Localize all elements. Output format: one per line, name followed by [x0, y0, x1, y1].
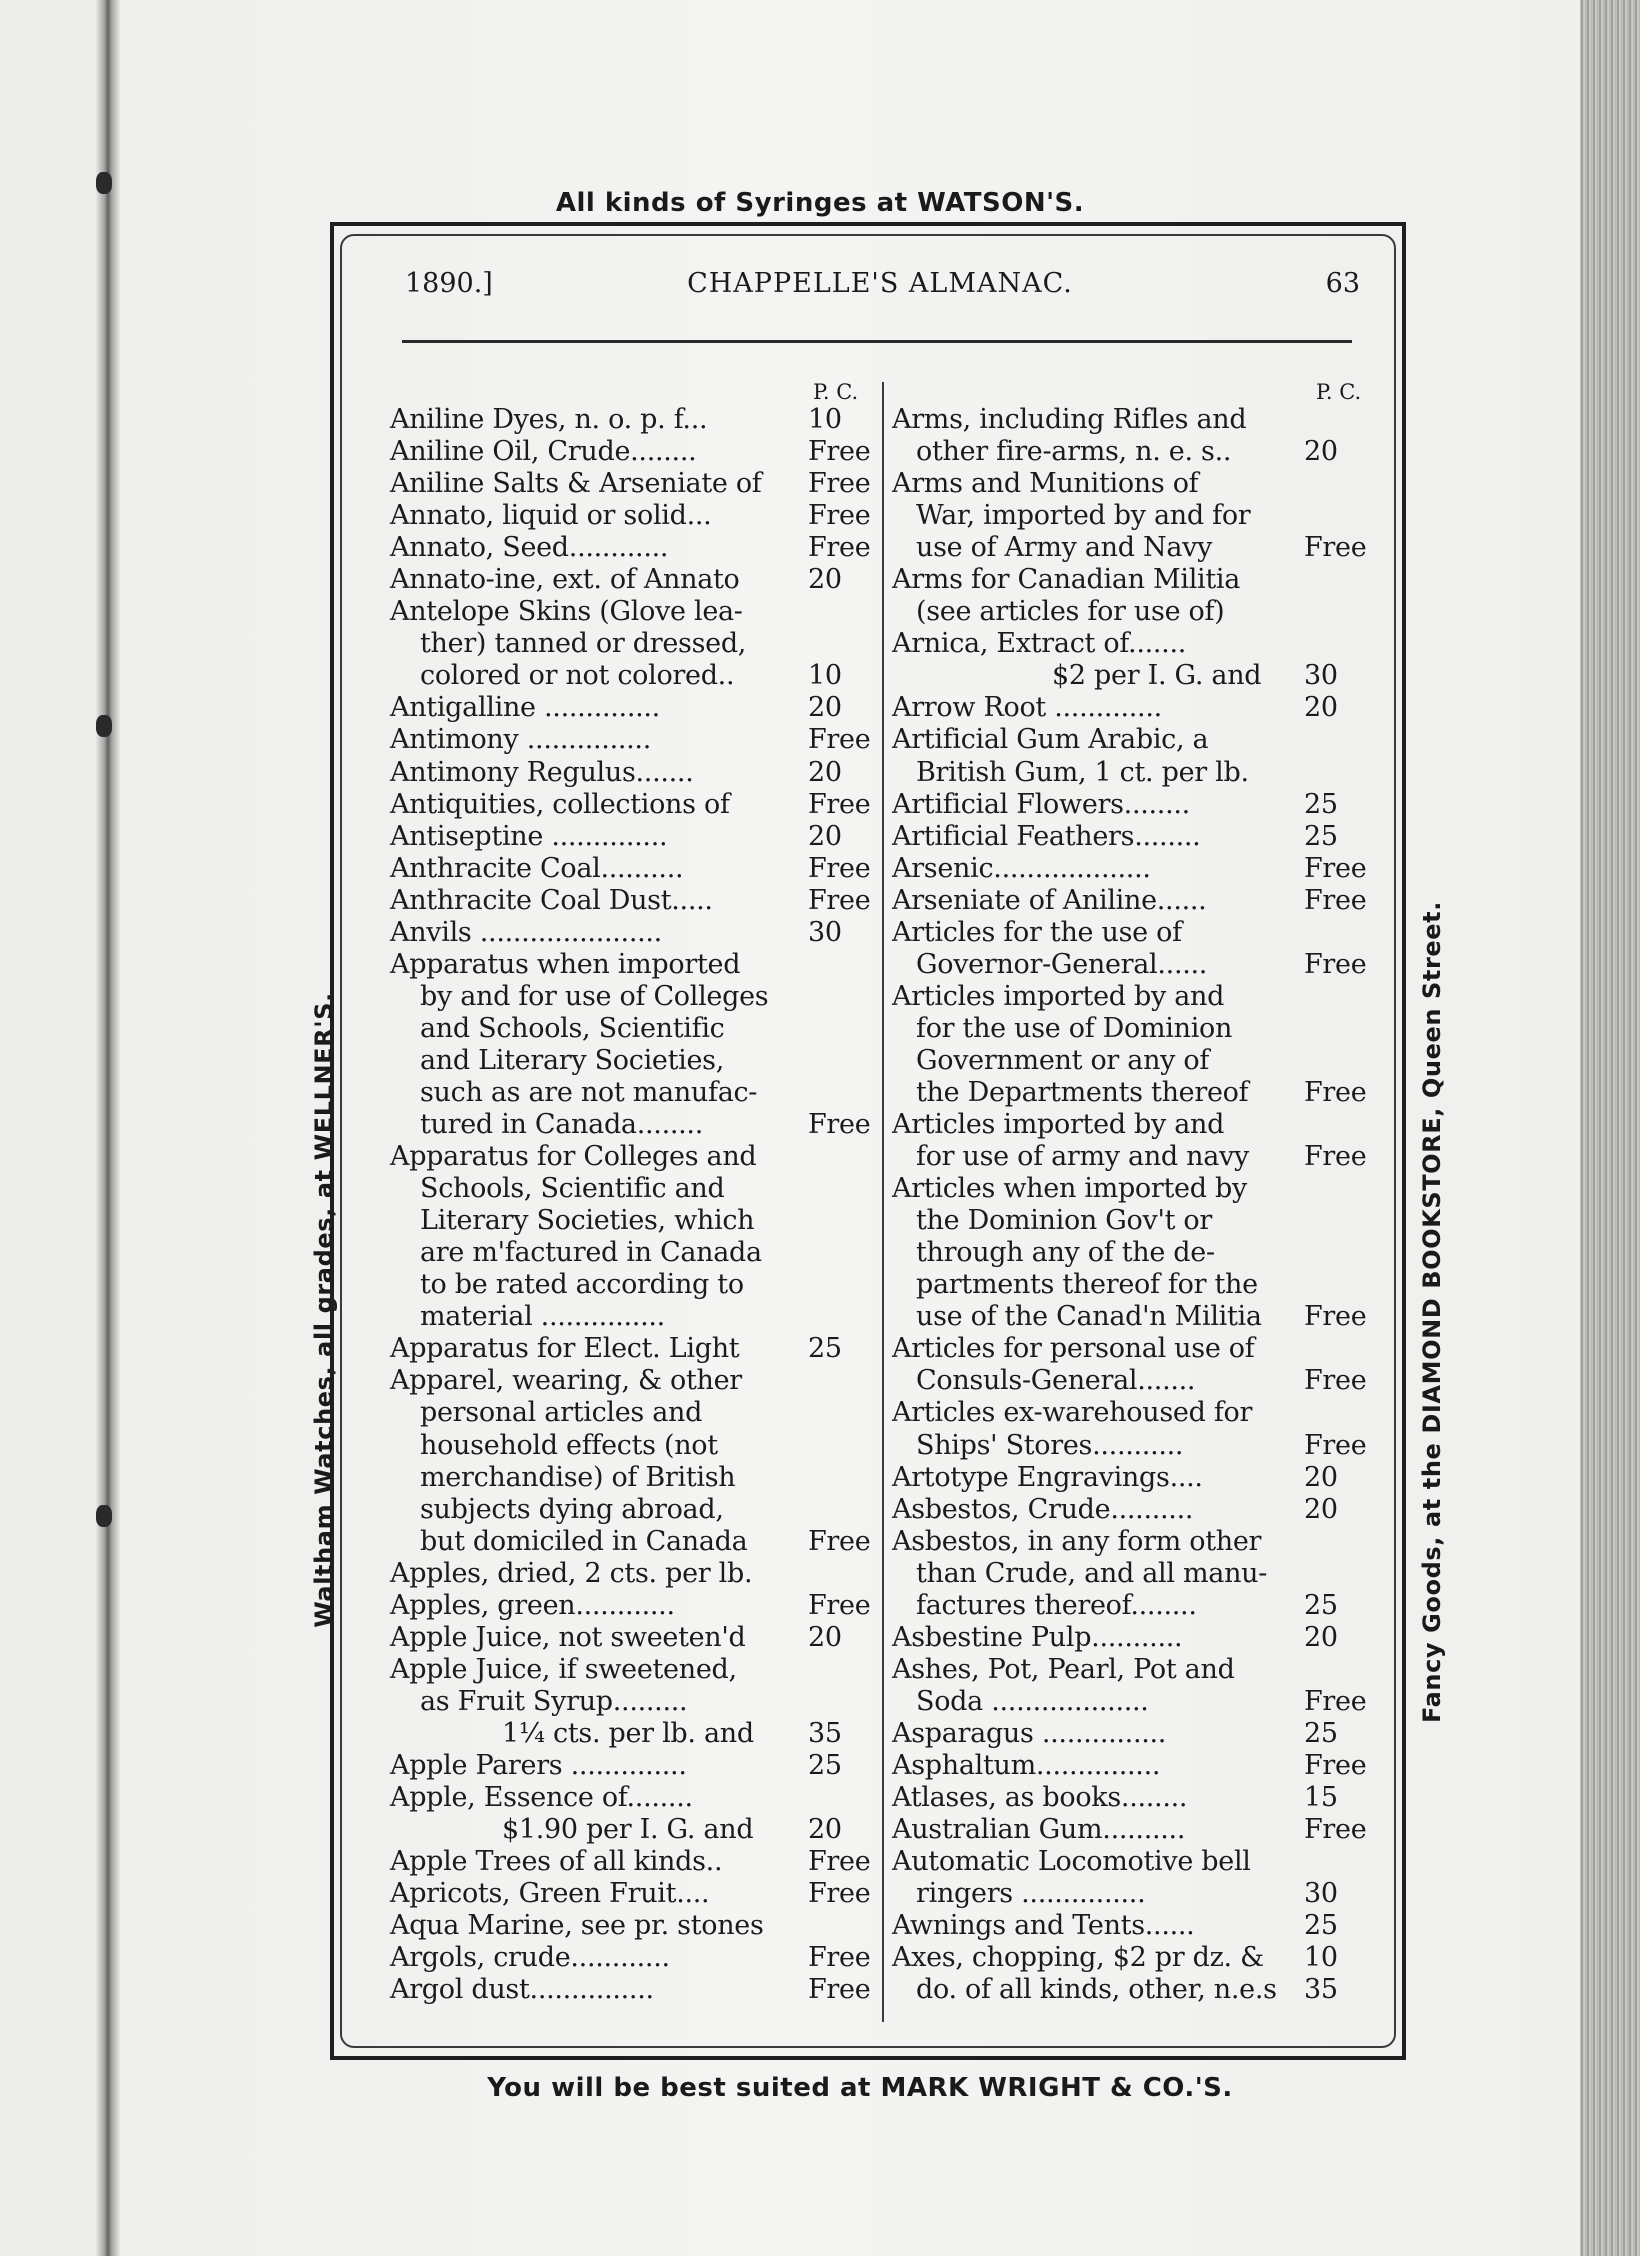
- duty-rate: Free: [808, 1589, 871, 1621]
- article-text: Artificial Flowers........: [892, 788, 1190, 820]
- duty-rate: 30: [1304, 660, 1338, 692]
- tariff-line: [390, 468, 880, 500]
- article-text: Arrow Root .............: [892, 692, 1162, 724]
- article-text: use of the Canad'n Militia: [916, 1301, 1262, 1333]
- page-number: 63: [1325, 268, 1360, 299]
- article-text: Apple Juice, if sweetened,: [390, 1653, 737, 1685]
- article-text: Arnica, Extract of.......: [892, 628, 1187, 660]
- duty-rate: Free: [1304, 1141, 1367, 1173]
- duty-rate: 20: [808, 1621, 842, 1653]
- tariff-line: [390, 757, 880, 789]
- duty-rate: Free: [808, 788, 871, 820]
- percent-column-header: P. C.: [1316, 380, 1362, 404]
- tariff-line: [892, 1750, 1378, 1782]
- article-text: Apples, dried, 2 cts. per lb.: [390, 1557, 753, 1589]
- article-text: for the use of Dominion: [916, 1012, 1233, 1044]
- tariff-line: [390, 532, 880, 564]
- article-text: Antiseptine ..............: [390, 820, 668, 852]
- article-text: Articles imported by and: [892, 980, 1225, 1012]
- duty-rate: Free: [1304, 1076, 1367, 1108]
- tariff-line: [892, 1622, 1378, 1654]
- article-text: Apricots, Green Fruit....: [390, 1878, 710, 1910]
- duty-rate: 35: [808, 1717, 842, 1749]
- header-title: CHAPPELLE'S ALMANAC.: [687, 268, 1073, 299]
- article-text: Artificial Gum Arabic, a: [892, 724, 1209, 756]
- duty-rate: 15: [1304, 1782, 1338, 1814]
- binding-stitch: [96, 715, 112, 737]
- duty-rate: Free: [1304, 1429, 1367, 1461]
- duty-rate: 20: [808, 692, 842, 724]
- article-text: material ...............: [420, 1301, 665, 1333]
- article-text: Argol dust...............: [390, 1974, 654, 2006]
- tariff-line: [390, 1622, 880, 1654]
- article-text: do. of all kinds, other, n.e.s: [916, 1974, 1277, 2006]
- article-text: $1.90 per I. G. and: [502, 1814, 754, 1846]
- article-text: Anthracite Coal..........: [390, 852, 684, 884]
- article-text: Anvils ......................: [390, 916, 662, 948]
- tariff-line: [390, 853, 880, 885]
- tariff-line: [390, 1237, 880, 1269]
- article-text: the Departments thereof: [916, 1076, 1249, 1108]
- binding-spine: [95, 0, 121, 2256]
- binding-stitch: [96, 1505, 112, 1527]
- tariff-line: [390, 436, 880, 468]
- article-text: Antigalline ..............: [390, 692, 660, 724]
- duty-rate: Free: [1304, 1301, 1367, 1333]
- article-text: for use of army and navy: [916, 1141, 1249, 1173]
- tariff-line: [390, 1718, 880, 1750]
- article-text: Arsenic...................: [892, 852, 1151, 884]
- article-text: Asbestos, Crude..........: [892, 1493, 1194, 1525]
- tariff-line: [390, 1974, 880, 2006]
- article-text: Annato, liquid or solid...: [390, 500, 712, 532]
- duty-rate: Free: [808, 852, 871, 884]
- tariff-line: [390, 1397, 880, 1429]
- article-text: use of Army and Navy: [916, 532, 1213, 564]
- tariff-line: [892, 468, 1378, 500]
- article-text: and Schools, Scientific: [420, 1012, 725, 1044]
- article-text: Apples, green............: [390, 1589, 675, 1621]
- duty-rate: Free: [1304, 852, 1367, 884]
- article-text: the Dominion Gov't or: [916, 1205, 1212, 1237]
- tariff-line: [892, 1654, 1378, 1686]
- tariff-line: [390, 660, 880, 692]
- tariff-line: [892, 1077, 1378, 1109]
- tariff-line: [892, 981, 1378, 1013]
- tariff-line: [892, 1237, 1378, 1269]
- article-text: but domiciled in Canada: [420, 1525, 748, 1557]
- page-edge: [1580, 0, 1640, 2256]
- tariff-line: [892, 1974, 1378, 2006]
- duty-rate: Free: [1304, 948, 1367, 980]
- article-text: Soda ...................: [916, 1685, 1149, 1717]
- tariff-line: [892, 1878, 1378, 1910]
- tariff-line: [892, 1814, 1378, 1846]
- article-text: Articles for personal use of: [892, 1333, 1255, 1365]
- tariff-line: [892, 660, 1378, 692]
- tariff-line: [390, 981, 880, 1013]
- article-text: Annato, Seed............: [390, 532, 669, 564]
- tariff-line: [892, 1173, 1378, 1205]
- tariff-line: [390, 1269, 880, 1301]
- article-text: Aniline Dyes, n. o. p. f...: [390, 404, 708, 435]
- tariff-line: [892, 1205, 1378, 1237]
- duty-rate: 20: [808, 820, 842, 852]
- tariff-line: [390, 1910, 880, 1942]
- tariff-line: [892, 596, 1378, 628]
- article-text: other fire-arms, n. e. s..: [916, 436, 1232, 468]
- tariff-line: [390, 1782, 880, 1814]
- duty-rate: 20: [1304, 692, 1338, 724]
- article-text: Articles for the use of: [892, 916, 1182, 948]
- tariff-line: [390, 1814, 880, 1846]
- tariff-line: [892, 404, 1378, 436]
- column-divider: [882, 382, 884, 2022]
- article-text: as Fruit Syrup.........: [420, 1685, 688, 1717]
- article-text: by and for use of Colleges: [420, 980, 769, 1012]
- article-text: (see articles for use of): [916, 596, 1225, 628]
- article-text: Apple Juice, not sweeten'd: [390, 1621, 746, 1653]
- article-text: Aqua Marine, see pr. stones: [390, 1910, 764, 1942]
- duty-rate: 20: [808, 756, 842, 788]
- tariff-line: [892, 1558, 1378, 1590]
- tariff-line: [892, 1910, 1378, 1942]
- article-text: Artificial Feathers........: [892, 820, 1201, 852]
- tariff-line: [390, 500, 880, 532]
- tariff-line: [390, 1077, 880, 1109]
- tariff-line: [892, 1397, 1378, 1429]
- tariff-line: [892, 1045, 1378, 1077]
- tariff-line: [892, 564, 1378, 596]
- duty-rate: Free: [808, 436, 871, 468]
- duty-rate: Free: [808, 1974, 871, 2006]
- article-text: subjects dying abroad,: [420, 1493, 724, 1525]
- header-year: 1890.]: [405, 268, 493, 299]
- article-text: to be rated according to: [420, 1269, 744, 1301]
- left-advertisement: Waltham Watches, all grades, at WELLNER'S.: [310, 992, 338, 1628]
- article-text: Artotype Engravings....: [892, 1461, 1203, 1493]
- duty-rate: Free: [1304, 532, 1367, 564]
- tariff-line: [892, 1365, 1378, 1397]
- tariff-line: [892, 949, 1378, 981]
- duty-rate: 10: [808, 660, 842, 692]
- tariff-line: [390, 949, 880, 981]
- duty-rate: Free: [808, 532, 871, 564]
- tariff-line: [892, 692, 1378, 724]
- article-text: such as are not manufac-: [420, 1076, 758, 1108]
- tariff-line: [390, 1109, 880, 1141]
- article-text: Asbestine Pulp...........: [892, 1621, 1183, 1653]
- tariff-line: [892, 724, 1378, 756]
- tariff-line: [390, 596, 880, 628]
- article-text: factures thereof........: [916, 1589, 1197, 1621]
- tariff-line: [390, 1013, 880, 1045]
- left-column: [390, 372, 880, 2006]
- article-text: Apple Trees of all kinds..: [390, 1846, 723, 1878]
- duty-rate: 20: [1304, 1621, 1338, 1653]
- tariff-line: [892, 1141, 1378, 1173]
- article-text: Argols, crude............: [390, 1942, 670, 1974]
- tariff-line: [892, 1718, 1378, 1750]
- tariff-line: [892, 1269, 1378, 1301]
- tariff-line: [390, 1141, 880, 1173]
- duty-rate: Free: [1304, 1749, 1367, 1781]
- tariff-line: [892, 1686, 1378, 1718]
- duty-rate: 25: [808, 1749, 842, 1781]
- tariff-line: [390, 885, 880, 917]
- duty-rate: 25: [1304, 788, 1338, 820]
- article-text: tured in Canada........: [420, 1109, 703, 1141]
- article-text: Government or any of: [916, 1044, 1210, 1076]
- duty-rate: 35: [1304, 1974, 1338, 2006]
- duty-rate: Free: [1304, 884, 1367, 916]
- tariff-line: [390, 1365, 880, 1397]
- tariff-line: [892, 1109, 1378, 1141]
- article-text: Arms and Munitions of: [892, 468, 1199, 500]
- duty-rate: Free: [808, 1846, 871, 1878]
- article-text: Articles when imported by: [892, 1173, 1247, 1205]
- article-text: Asphaltum...............: [892, 1749, 1161, 1781]
- top-advertisement: All kinds of Syringes at WATSON'S.: [555, 188, 1085, 218]
- tariff-line: [390, 1462, 880, 1494]
- tariff-line: [390, 1526, 880, 1558]
- tariff-line: [390, 1494, 880, 1526]
- tariff-line: [892, 1782, 1378, 1814]
- duty-rate: 30: [1304, 1878, 1338, 1910]
- tariff-line: [892, 917, 1378, 949]
- tariff-line: [892, 1462, 1378, 1494]
- tariff-line: [390, 1750, 880, 1782]
- article-text: Automatic Locomotive bell: [892, 1846, 1251, 1878]
- tariff-line: [390, 692, 880, 724]
- tariff-line: [390, 1942, 880, 1974]
- article-text: Antimony Regulus.......: [390, 756, 694, 788]
- article-text: merchandise) of British: [420, 1461, 736, 1493]
- duty-rate: Free: [808, 724, 871, 756]
- duty-rate: 20: [808, 1814, 842, 1846]
- tariff-line: [892, 1430, 1378, 1462]
- article-text: colored or not colored..: [420, 660, 735, 692]
- duty-rate: Free: [808, 500, 871, 532]
- tariff-line: [892, 821, 1378, 853]
- article-text: partments thereof for the: [916, 1269, 1258, 1301]
- duty-rate: Free: [1304, 1365, 1367, 1397]
- tariff-line: [892, 1590, 1378, 1622]
- tariff-line: [892, 628, 1378, 660]
- article-text: personal articles and: [420, 1397, 703, 1429]
- duty-rate: Free: [808, 468, 871, 500]
- article-text: through any of the de-: [916, 1237, 1215, 1269]
- article-text: Asbestos, in any form other: [892, 1525, 1262, 1557]
- article-text: Arseniate of Aniline......: [892, 884, 1207, 916]
- article-text: household effects (not: [420, 1429, 718, 1461]
- duty-rate: 10: [808, 404, 842, 435]
- article-text: 1¼ cts. per lb. and: [502, 1717, 754, 1749]
- article-text: Articles imported by and: [892, 1109, 1225, 1141]
- article-text: British Gum, 1 ct. per lb.: [916, 756, 1249, 788]
- tariff-line: [892, 1846, 1378, 1878]
- tariff-line: [892, 1494, 1378, 1526]
- duty-rate: 25: [808, 1333, 842, 1365]
- tariff-line: [390, 1173, 880, 1205]
- article-text: Consuls-General.......: [916, 1365, 1196, 1397]
- article-text: Apparatus when imported: [390, 948, 741, 980]
- percent-column-header: P. C.: [813, 380, 859, 404]
- tariff-line: [390, 1333, 880, 1365]
- right-advertisement: Fancy Goods, at the DIAMOND BOOKSTORE, Queen Street.: [1418, 901, 1446, 1723]
- tariff-line: [892, 500, 1378, 532]
- tariff-line: [390, 628, 880, 660]
- right-column: [892, 372, 1378, 2006]
- tariff-line: [892, 1526, 1378, 1558]
- duty-rate: 30: [808, 916, 842, 948]
- tariff-line: [390, 789, 880, 821]
- duty-rate: 20: [1304, 1461, 1338, 1493]
- tariff-line: [892, 853, 1378, 885]
- duty-rate: 20: [808, 564, 842, 596]
- article-text: than Crude, and all manu-: [916, 1557, 1268, 1589]
- duty-rate: 25: [1304, 1717, 1338, 1749]
- running-header: [400, 268, 1360, 308]
- duty-rate: 20: [1304, 1493, 1338, 1525]
- article-text: Asparagus ...............: [892, 1717, 1167, 1749]
- tariff-line: [390, 917, 880, 949]
- tariff-line: [390, 1205, 880, 1237]
- duty-rate: Free: [808, 1942, 871, 1974]
- article-text: Articles ex-warehoused for: [892, 1397, 1253, 1429]
- tariff-line: [892, 1333, 1378, 1365]
- article-text: Apparatus for Elect. Light: [390, 1333, 740, 1365]
- tariff-line: [390, 1654, 880, 1686]
- bottom-advertisement: You will be best suited at MARK WRIGHT & CO.'S.: [487, 2073, 1233, 2103]
- tariff-line: [390, 1301, 880, 1333]
- article-text: Schools, Scientific and: [420, 1173, 725, 1205]
- tariff-line: [892, 885, 1378, 917]
- article-text: Antimony ...............: [390, 724, 651, 756]
- article-text: Apparel, wearing, & other: [390, 1365, 742, 1397]
- tariff-line: [892, 1942, 1378, 1974]
- tariff-line: [892, 757, 1378, 789]
- tariff-line: [390, 1430, 880, 1462]
- duty-rate: Free: [1304, 1814, 1367, 1846]
- article-text: ther) tanned or dressed,: [420, 628, 747, 660]
- article-text: Aniline Salts & Arseniate of: [390, 468, 762, 500]
- duty-rate: 25: [1304, 1910, 1338, 1942]
- tariff-line: [390, 821, 880, 853]
- tariff-line: [390, 1045, 880, 1077]
- tariff-line: [390, 1878, 880, 1910]
- article-text: Arms for Canadian Militia: [892, 564, 1241, 596]
- tariff-line: [892, 436, 1378, 468]
- tariff-line: [390, 1590, 880, 1622]
- binding-stitch: [96, 172, 112, 194]
- duty-rate: Free: [808, 1878, 871, 1910]
- tariff-line: [390, 1558, 880, 1590]
- tariff-line: [892, 1301, 1378, 1333]
- duty-rate: 20: [1304, 436, 1338, 468]
- duty-rate: Free: [808, 1525, 871, 1557]
- duty-rate: 25: [1304, 820, 1338, 852]
- tariff-line: [390, 404, 880, 436]
- article-text: Ships' Stores...........: [916, 1429, 1184, 1461]
- tariff-line: [390, 564, 880, 596]
- article-text: Anthracite Coal Dust.....: [390, 884, 713, 916]
- article-text: War, imported by and for: [916, 500, 1251, 532]
- article-text: Awnings and Tents......: [892, 1910, 1195, 1942]
- tariff-line: [390, 1686, 880, 1718]
- article-text: Antelope Skins (Glove lea-: [390, 596, 743, 628]
- article-text: Ashes, Pot, Pearl, Pot and: [892, 1653, 1235, 1685]
- article-text: Apple, Essence of........: [390, 1782, 693, 1814]
- tariff-line: [892, 1013, 1378, 1045]
- article-text: Axes, chopping, $2 pr dz. &: [892, 1942, 1264, 1974]
- tariff-line: [892, 532, 1378, 564]
- article-text: Atlases, as books........: [892, 1782, 1188, 1814]
- tariff-line: [390, 1846, 880, 1878]
- article-text: and Literary Societies,: [420, 1044, 724, 1076]
- article-text: Governor-General......: [916, 948, 1208, 980]
- article-text: Antiquities, collections of: [390, 788, 730, 820]
- header-rule: [402, 340, 1352, 343]
- duty-rate: Free: [808, 884, 871, 916]
- article-text: Literary Societies, which: [420, 1205, 755, 1237]
- article-text: ringers ...............: [916, 1878, 1146, 1910]
- duty-rate: 25: [1304, 1589, 1338, 1621]
- article-text: Annato-ine, ext. of Annato: [390, 564, 740, 596]
- article-text: are m'factured in Canada: [420, 1237, 762, 1269]
- article-text: $2 per I. G. and: [1052, 660, 1262, 692]
- duty-rate: 10: [1304, 1942, 1338, 1974]
- duty-rate: Free: [1304, 1685, 1367, 1717]
- article-text: Aniline Oil, Crude........: [390, 436, 697, 468]
- duty-rate: Free: [808, 1109, 871, 1141]
- article-text: Apparatus for Colleges and: [390, 1141, 757, 1173]
- tariff-line: [390, 724, 880, 756]
- article-text: Australian Gum..........: [892, 1814, 1186, 1846]
- article-text: Arms, including Rifles and: [892, 404, 1247, 435]
- tariff-line: [892, 789, 1378, 821]
- article-text: Apple Parers ..............: [390, 1749, 687, 1781]
